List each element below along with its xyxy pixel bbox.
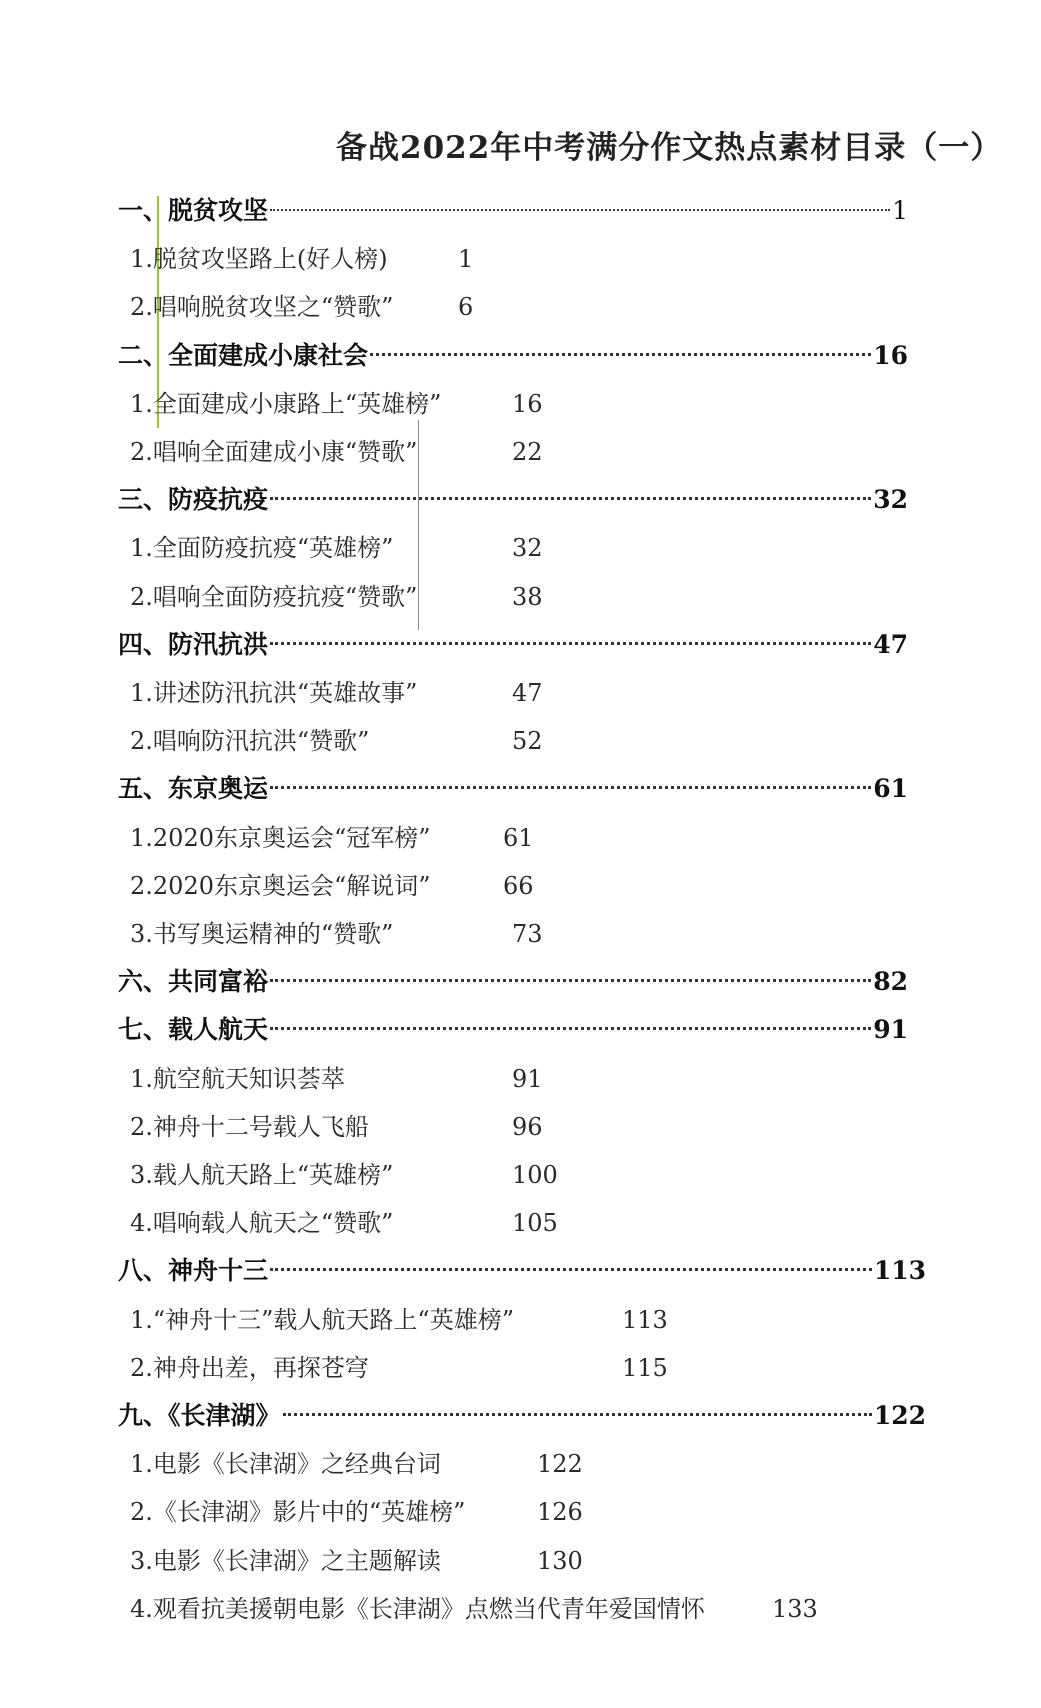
toc-section-page: 113 xyxy=(873,1256,926,1286)
toc-item-label: 2.神舟十二号载人飞船 xyxy=(130,1112,369,1141)
toc-item[interactable] xyxy=(130,432,543,472)
toc-section-page: 47 xyxy=(873,629,908,659)
toc-section-page: 16 xyxy=(873,340,908,370)
toc-item-page: 73 xyxy=(512,920,543,948)
toc-item-label: 1.2020东京奥运会“冠军榜” xyxy=(130,823,431,852)
toc-leader-dots xyxy=(270,209,890,211)
toc-leader-dots xyxy=(270,786,871,789)
toc-section[interactable] xyxy=(118,1010,908,1050)
toc-item-page: 61 xyxy=(503,823,534,852)
toc-item-label: 2.唱响全面建成小康“赞歌” xyxy=(130,438,418,466)
toc-item[interactable] xyxy=(130,1155,558,1195)
toc-item[interactable] xyxy=(130,673,543,713)
toc-section-page: 122 xyxy=(873,1401,926,1430)
margin-line xyxy=(418,420,419,630)
toc-item-page: 113 xyxy=(622,1305,668,1334)
toc-item[interactable] xyxy=(130,1300,668,1340)
toc-section-label: 二、全面建成小康社会 xyxy=(118,340,369,370)
toc-item[interactable] xyxy=(130,866,534,906)
toc-item[interactable] xyxy=(130,1107,543,1147)
toc-item-page: 38 xyxy=(512,582,543,611)
page-title: 备战2022年中考满分作文热点素材目录（一） xyxy=(336,130,1003,166)
toc-item[interactable] xyxy=(130,1203,558,1243)
toc-section-label: 九、《长津湖》 xyxy=(118,1401,281,1430)
toc-item-label: 2.唱响防汛抗洪“赞歌” xyxy=(130,727,370,756)
toc-leader-dots xyxy=(270,642,871,645)
toc-item-page: 115 xyxy=(622,1353,668,1382)
toc-item[interactable] xyxy=(130,287,474,327)
toc-item[interactable] xyxy=(130,1059,543,1099)
toc-section[interactable] xyxy=(118,336,908,376)
toc-item-label: 1.全面建成小康路上“英雄榜” xyxy=(130,389,442,418)
toc-item-label: 1.讲述防汛抗洪“英雄故事” xyxy=(130,679,418,707)
toc-item-page: 133 xyxy=(772,1594,818,1623)
toc-section-label: 四、防汛抗洪 xyxy=(118,629,269,659)
toc-section-page: 82 xyxy=(873,967,908,997)
toc-item-page: 100 xyxy=(512,1161,558,1189)
toc-section[interactable] xyxy=(118,1396,926,1436)
toc-leader-dots xyxy=(270,497,871,500)
toc-section-label: 六、共同富裕 xyxy=(118,967,269,997)
toc-item[interactable] xyxy=(130,1589,818,1629)
toc-item[interactable] xyxy=(130,818,534,858)
toc-item-label: 1.“神舟十三”载人航天路上“英雄榜” xyxy=(130,1305,514,1334)
toc-item-label: 1.电影《长津湖》之经典台词 xyxy=(130,1450,441,1479)
toc-item-label: 3.电影《长津湖》之主题解读 xyxy=(130,1546,441,1575)
toc-item-page: 6 xyxy=(458,293,474,322)
toc-item[interactable] xyxy=(130,721,543,761)
toc-section-page: 61 xyxy=(873,774,908,804)
toc-section[interactable] xyxy=(118,769,908,809)
toc-item[interactable] xyxy=(130,384,543,424)
toc-item-label: 1.航空航天知识荟萃 xyxy=(130,1064,345,1093)
toc-leader-dots xyxy=(270,979,871,982)
toc-item-page: 66 xyxy=(503,871,534,900)
toc-item[interactable] xyxy=(130,577,543,617)
toc-item-page: 1 xyxy=(458,245,474,274)
toc-section[interactable] xyxy=(118,480,908,520)
toc-item-label: 4.观看抗美援朝电影《长津湖》点燃当代青年爱国情怀 xyxy=(130,1594,705,1623)
toc-item[interactable] xyxy=(130,1541,583,1581)
toc-item-page: 52 xyxy=(512,727,543,756)
toc-item-page: 16 xyxy=(512,389,543,418)
toc-item-page: 130 xyxy=(537,1546,583,1575)
toc-item-page: 91 xyxy=(512,1064,543,1093)
toc-item-page: 32 xyxy=(512,534,543,563)
toc-section[interactable] xyxy=(118,625,908,665)
toc-item[interactable] xyxy=(130,528,543,568)
toc-item-page: 96 xyxy=(512,1112,543,1141)
toc-section-label: 五、东京奥运 xyxy=(118,774,269,804)
toc-item-label: 1.脱贫攻坚路上(好人榜) xyxy=(130,245,388,274)
toc-item-label: 4.唱响载人航天之“赞歌” xyxy=(130,1209,394,1238)
toc-item-label: 2.2020东京奥运会“解说词” xyxy=(130,871,431,900)
toc-section-label: 七、载人航天 xyxy=(118,1015,269,1045)
toc-item-label: 3.载人航天路上“英雄榜” xyxy=(130,1161,394,1189)
toc-item-label: 2.唱响脱贫攻坚之“赞歌” xyxy=(130,293,394,322)
toc-leader-dots xyxy=(270,1027,871,1030)
toc-item-label: 3.书写奥运精神的“赞歌” xyxy=(130,920,394,948)
toc-item-page: 22 xyxy=(512,438,543,466)
toc-section-page: 91 xyxy=(873,1015,908,1045)
toc-leader-dots xyxy=(370,353,871,356)
toc-section-label: 八、神舟十三 xyxy=(118,1256,269,1286)
toc-leader-dots xyxy=(283,1413,872,1416)
toc-section[interactable] xyxy=(118,191,908,231)
toc-item[interactable] xyxy=(130,914,543,954)
toc-leader-dots xyxy=(270,1268,872,1271)
toc-item-page: 122 xyxy=(537,1450,583,1479)
toc-item-label: 1.全面防疫抗疫“英雄榜” xyxy=(130,534,394,563)
toc-item[interactable] xyxy=(130,1348,668,1388)
toc-section-page: 1 xyxy=(892,196,908,225)
toc-item[interactable] xyxy=(130,1492,583,1532)
toc-section-label: 一、脱贫攻坚 xyxy=(118,196,269,225)
toc-section-label: 三、防疫抗疫 xyxy=(118,485,269,515)
toc-section[interactable] xyxy=(118,1251,926,1291)
toc-item[interactable] xyxy=(130,239,474,279)
toc-section[interactable] xyxy=(118,962,908,1002)
toc-item-label: 2.唱响全面防疫抗疫“赞歌” xyxy=(130,582,418,611)
toc-item[interactable] xyxy=(130,1444,583,1484)
toc-item-page: 105 xyxy=(512,1209,558,1238)
toc-item-page: 47 xyxy=(512,679,543,707)
toc-item-label: 2.神舟出差，再探苍穹 xyxy=(130,1353,369,1382)
toc-item-label: 2.《长津湖》影片中的“英雄榜” xyxy=(130,1498,466,1527)
toc-section-page: 32 xyxy=(873,485,908,515)
toc-item-page: 126 xyxy=(537,1498,583,1527)
